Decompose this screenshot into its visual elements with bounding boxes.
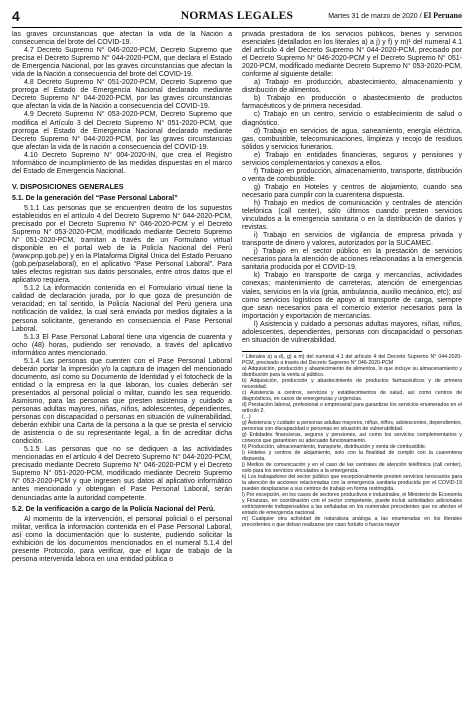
footnote-item xyxy=(242,402,462,414)
footnote-text: k) Los trabajadores del sector público que excepcionalmente presten servicios necesarios para la atención de acciones relacionadas con la emergencia sanitaria producida por el COVID-19 pueden desplazarse a sus centros de trabajo en forma restringida. xyxy=(242,473,462,492)
issue-date: Martes 31 de marzo de 2020 / xyxy=(328,13,422,20)
footnote-text: g) Asistencia y cuidado a personas adultas mayores, niñas, niños, adolescentes, dependientes, personas con discapacidad o personas en situación de vulnerabilidad. xyxy=(242,419,462,432)
paragraph: f) Trabajo en producción, almacenamiento, transporte, distribución o venta de combustible. xyxy=(242,167,462,183)
text-columns xyxy=(12,31,462,701)
footnote-text: d) Prestación laboral, profesional o empresarial para garantizar los servicios enumerados en el artículo 2. xyxy=(242,401,462,414)
paragraph: las graves circunstancias que afectan la vida de la Nación a consecuencia del brote del COVID-19. xyxy=(12,31,232,47)
footnote-item xyxy=(242,378,462,390)
right-column xyxy=(242,31,462,701)
paragraph: a) Trabajo en producción, abastecimiento, almacenamiento y distribución de alimentos. xyxy=(242,79,462,95)
paragraph: c) Trabajo en un centro, servicio o establecimiento de salud o diagnóstico. xyxy=(242,111,462,127)
page-number: 4 xyxy=(12,8,20,24)
paragraph: 5.1.5 Las personas que no se dediquen a las actividades mencionadas en el artículo 4 del Decreto Supremo N° 044-2020-PCM, precisado mediante Decreto Supremo N° 046-2020-PCM y el Decreto Supremo N° 051-2020-PCM, modificado mediante Decreto Supremo N° 053-2020-PCM y que ingresen sus datos al aplicativo informático antes mencionado y obtengan el Pase Personal Laboral, serán denunciadas ante la autoridad competente. xyxy=(12,446,232,502)
footnote-text: a) Adquisición, producción y abastecimiento de alimentos, lo que incluye su almacenamiento y distribución para la venta al público. xyxy=(242,365,462,378)
footnote-item xyxy=(242,492,462,516)
footnote-item xyxy=(242,366,462,378)
footnote-item xyxy=(242,462,462,474)
paragraph: 4.7 Decreto Supremo N° 046-2020-PCM, Decreto Supremo que precisa el Decreto Supremo N° 044-2020-PCM, que declara el Estado de Emergencia Nacional, por las graves circunstancias que afectan la vida de la Nación a consecuencia del brote del COVID-19. xyxy=(12,47,232,79)
subsection-heading: 5.1. De la generación del “Pase Personal Laboral” xyxy=(12,194,178,202)
paragraph: h) Trabajo en medios de comunicación y centrales de atención telefónica (call center), sólo últimos cuando presten servicios vinculados a la emergencia sanitaria o en la distribución de diarios y revistas. xyxy=(242,199,462,232)
paragraph: i) Trabajo en servicios de vigilancia de empresa privada y transporte de dinero y valores, autorizados por la SUCAMEC. xyxy=(242,232,462,248)
paragraph: d) Trabajo en servicios de agua, saneamiento, energía eléctrica, gas, combustible, telecomunicaciones, limpieza y recojo de residuos sólidos y servicios funerarios. xyxy=(242,127,462,151)
footnote-text: Literales a) a d), g) a m) del numeral 4.1 del artículo 4 del Decreto Supremo N° 044-2020-PCM, precisado a través del Decreto Supremo N° 046-2020-PCM xyxy=(242,353,462,366)
footnote-item xyxy=(242,432,462,444)
paragraph: 4.10 Decreto Supremo N° 004-2020-IN, que crea el Registro Informático de incumplimiento de las medidas dispuestas en el marco del Estado de Emergencia Nacional. xyxy=(12,151,232,175)
footnote-text: i) Hoteles y centros de alojamiento, solo con la finalidad de cumplir con la cuarentena dispuesta. xyxy=(242,449,462,462)
footnote-item xyxy=(242,474,462,492)
paragraph: privada prestadora de los servicios públicos, bienes y servicios esenciales (detallados en los literales a) a j) y f) y m)¹ del numeral 4.1 del artículo 4 del Decreto Supremo N° 044-2020-PCM, precisado por el Decreto Supremo N° 046-2020-PCM y el Decreto Supremo N° 051-2020-PCM, modificado mediante Decreto Supremo N° 053-2020-PCM, conforme al siguiente detalle: xyxy=(242,31,462,79)
footnotes xyxy=(242,351,462,528)
footnote-item xyxy=(242,354,462,366)
paragraph: b) Trabajo en producción o abastecimiento de productos farmacéuticos y de primera necesidad. xyxy=(242,95,462,111)
header-date-area xyxy=(328,11,462,20)
paragraph: 5.1.3 El Pase Personal Laboral tiene una vigencia de cuarenta y ocho (48) horas, pudiendo ser renovado, a través del aplicativo informático antes mencionado. xyxy=(12,333,232,357)
footnote-marker: ¹ xyxy=(242,353,244,360)
footnote-item xyxy=(242,450,462,462)
paragraph: 5.1.1 Las personas que se encuentren dentro de los supuestos establecidos en el artículo 4 del Decreto Supremo N° 044-2020-PCM, precisado por el Decreto Supremo N° 046-2020-PCM y el Decreto Supremo N° 053-2020-PCM, modificado mediante Decreto Supremo N° 051-2020-PCM, tramitan a través de un Formulario virtual disponible en el portal web de la Policía Nacional del Perú (www.pnp.gob.pe) y en la Plataforma Digital Única del Estado Peruano (gob.pe/paselaboral), en el aplicativo “Pase Personal Laboral”. Para tales efectos registran sus datos personales, entre otros datos que el aplicativo requiera. xyxy=(12,204,232,285)
footnote-text: b) Adquisición, producción y abastecimiento de productos farmacéuticos y de primera necesidad. xyxy=(242,377,462,390)
paragraph: 5.1.4 Las personas que cuenten con el Pase Personal Laboral deberán portar la impresión y/o la captura de imagen del mencionado documento, así como su Documento de Identidad y el fotocheck de la entidad o la empresa en la que laboran, los cuales deberán ser presentados al personal policial o militar, cuando les sea requerido. Asimismo, para las personas que presten asistencia y cuidado a personas adultas mayores, niñas, niños, adolescentes, dependientes, personas con discapacidad o personas en situación de vulnerabilidad, deberán exhibir una Carta de la persona a la que se presta el servicio de asistencia o de su representante legal, a fin de acreditar dicha condición. xyxy=(12,357,232,446)
paragraph: 4.9 Decreto Supremo N° 053-2020-PCM, Decreto Supremo que modifica el Artículo 3 del Decreto Supremo N° 051-2020-PCM, que prorroga el Estado de Emergencia Nacional declarado mediante Decreto Supremo N° 044-2020-PCM, por las graves circunstancias que afectan la vida de la nación a consecuencia del COVID-19. xyxy=(12,111,232,151)
footnote-list xyxy=(242,354,462,528)
footnote-rule xyxy=(242,351,302,352)
footnote-text: g) Entidades financieras, seguros y pensiones, así como los servicios complementarios y conexos que garanticen su adecuado funcionamiento. xyxy=(242,431,462,444)
paragraph: l) Asistencia y cuidado a personas adultas mayores, niñas, niños, adolescentes, dependientes, personas con discapacidad o personas en situación de vulnerabilidad. xyxy=(242,320,462,344)
paragraph: 4.8 Decreto Supremo N° 051-2020-PCM, Decreto Supremo que prorroga el Estado de Emergencia Nacional declarado mediante Decreto Supremo N° 044-2020-PCM, por las graves circunstancias que afectan la vida de la Nación a consecuencia del COVID-19. xyxy=(12,79,232,111)
section-heading: V. DISPOSICIONES GENERALES xyxy=(12,181,124,191)
footnote-text: h) Producción, almacenamiento, transporte, distribución y venta de combustible. xyxy=(242,443,427,450)
paragraph: 5.1.2 La información contenida en el Formulario virtual tiene la calidad de declaración jurada, por lo que goza de presunción de veracidad; en tal sentido, la Policía Nacional del Perú genera una notificación de validez, la cual será enviada por medios digitales a la persona solicitante, generando en consecuencia el Pase Personal Laboral. xyxy=(12,285,232,333)
paragraph: k) Trabajo en transporte de carga y mercancías, actividades conexas; mantenimiento de carreteras, atención de emergencias viales, servicios en la vía (grúa, ambulancia, auxilio mecánico, etc); así como servicios logísticos de apoyo al transporte de carga, siempre que sean necesarios para el comercio exterior necesarios para la importación y exportación de mercancías. xyxy=(242,272,462,320)
left-column xyxy=(12,31,232,701)
paragraph: Al momento de la intervención, el personal policial o el personal militar, verifica la información contenida en el Pase Personal Laboral, así como la documentación que lo sustente, pudiendo solicitar la exhibición de los documentos mencionados en el numeral 5.1.4 del presente Protocolo, para verificar, que el lugar de trabajo de la persona intervenida labora en una entidad pública o xyxy=(12,515,232,563)
page-header xyxy=(12,7,462,28)
footnote-text: c) Asistencia a centros, servicios y establecimientos de salud, así como centros de diagnósticos, en casos de emergencias y urgencias. xyxy=(242,389,462,402)
paragraph: g) Trabajo en Hoteles y centros de alojamiento, cuando sea necesario para cumplir con la cuarentena dispuesta. xyxy=(242,183,462,199)
paragraph: e) Trabajo en entidades financieras, seguros y pensiones y servicios complementarios y conexos a ellos. xyxy=(242,151,462,167)
subsection-heading: 5.2. De la verificación a cargo de la Policía Nacional del Perú. xyxy=(12,505,216,513)
footnote-item xyxy=(242,390,462,402)
footnote-text: (…) xyxy=(242,413,251,420)
footnote-item xyxy=(242,420,462,432)
right-column-body xyxy=(242,31,462,345)
footnote-text: m) Cualquier otra actividad de naturaleza análoga a las enumeradas en los literales precedentes o que deban realizarse por caso fortuito o fuerza mayor xyxy=(242,515,462,528)
footnote-item xyxy=(242,516,462,528)
footnote-text: l) Por excepción, en los casos de sectores productivos e industriales, el Ministerio de Economía y Finanzas, en coordinación con el sector competente, puede incluir actividades adicionales estrictamente indispensables a las señaladas en los numerales precedentes que no afecten el estado de emergencia nacional. xyxy=(242,491,462,516)
section-title: NORMAS LEGALES xyxy=(180,10,294,22)
footnote-text: j) Medios de comunicación y en el caso de las centrales de atención telefónica (call center), solo para los servicios vinculados a la emergencia. xyxy=(242,461,462,474)
paragraph: j) Trabajo en el sector público en la prestación de servicios necesarios para la atención de acciones relacionadas a la emergencia sanitaria producida por el COVID-19. xyxy=(242,248,462,272)
newspaper-logo: El Peruano xyxy=(423,11,462,20)
